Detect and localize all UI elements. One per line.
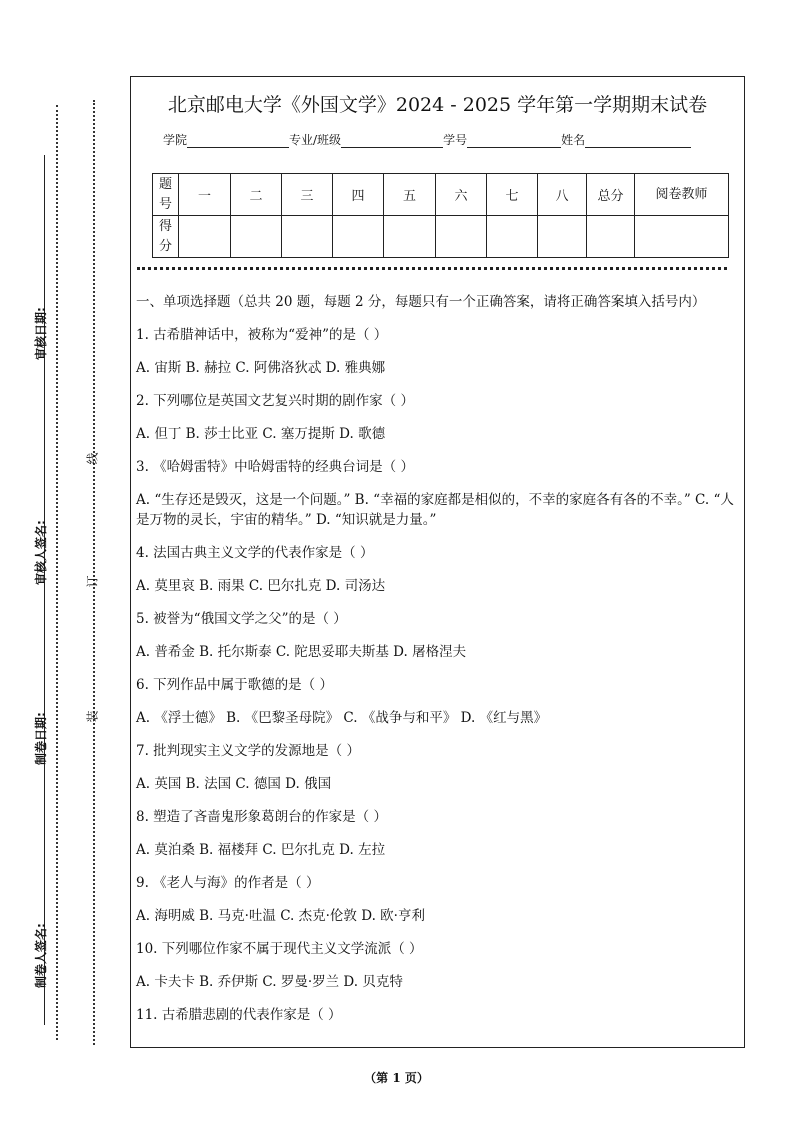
exam-title: 北京邮电大学《外国文学》2024 - 2025 学年第一学期期末试卷	[167, 94, 708, 116]
major-class-label: 专业/班级	[289, 133, 342, 147]
score-cell[interactable]	[282, 216, 333, 258]
question-options: A. 莫泊桑 B. 福楼拜 C. 巴尔扎克 D. 左拉	[136, 842, 386, 858]
question-options: A. 《浮士德》 B. 《巴黎圣母院》 C. 《战争与和平》 D. 《红与黑》	[136, 710, 548, 726]
major-class-field[interactable]	[341, 133, 443, 148]
question-text: 4. 法国古典主义文学的代表作家是（ ）	[136, 545, 374, 561]
score-cell[interactable]	[436, 216, 487, 258]
question-options: A. “生存还是毁灭，这是一个问题。” B. “幸福的家庭都是相似的，不幸的家庭各有各的不幸。” C. “人是万物的灵长，宇宙的精华。” D. “知识就是力量。”	[136, 492, 734, 528]
question-options: A. 但丁 B. 莎士比亚 C. 塞万提斯 D. 歌德	[136, 426, 386, 442]
score-cell[interactable]	[538, 216, 587, 258]
score-table	[152, 173, 729, 258]
question-options: A. 卡夫卡 B. 乔伊斯 C. 罗曼·罗兰 D. 贝克特	[136, 974, 403, 990]
col-5: 五	[384, 174, 436, 216]
college-field[interactable]	[187, 133, 289, 148]
col-2: 二	[231, 174, 282, 216]
col-7: 七	[487, 174, 538, 216]
question-section	[136, 292, 740, 1025]
question-text: 11. 古希腊悲剧的代表作家是（ ）	[136, 1007, 342, 1023]
question-text: 1. 古希腊神话中，被称为“爱神”的是（ ）	[136, 327, 388, 343]
review-date-label: 审核日期:	[34, 307, 48, 360]
question-text: 10. 下列哪位作家不属于现代主义文学流派（ ）	[136, 941, 423, 957]
cut-mark-bind: 订	[85, 575, 100, 588]
dotted-separator	[137, 267, 727, 270]
score-table-header-row	[153, 174, 729, 216]
cut-mark-fold: 装	[85, 710, 100, 723]
college-label: 学院	[163, 133, 188, 147]
score-cell[interactable]	[587, 216, 635, 258]
name-field[interactable]	[585, 133, 691, 148]
student-id-label: 学号	[443, 133, 468, 147]
score-cell[interactable]	[231, 216, 282, 258]
question-options: A. 英国 B. 法国 C. 德国 D. 俄国	[136, 776, 332, 792]
paper-date-label: 制卷日期:	[34, 712, 48, 765]
question-text: 8. 塑造了吝啬鬼形象葛朗台的作家是（ ）	[136, 809, 387, 825]
question-text: 5. 被誉为“俄国文学之父”的是（ ）	[136, 611, 347, 627]
paper-maker-signature-label: 制卷人签名:	[34, 923, 48, 988]
binding-line	[44, 155, 45, 1025]
score-cell[interactable]	[179, 216, 231, 258]
question-options: A. 普希金 B. 托尔斯泰 C. 陀思妥耶夫斯基 D. 屠格涅夫	[136, 644, 467, 660]
page-number: （第 1 页）	[364, 1071, 429, 1085]
cut-mark-line: 线	[85, 452, 100, 465]
student-info-row	[163, 131, 691, 148]
col-total: 总分	[587, 174, 635, 216]
question-text: 2. 下列哪位是英国文艺复兴时期的剧作家（ ）	[136, 393, 414, 409]
col-3: 三	[282, 174, 333, 216]
name-label: 姓名	[561, 133, 586, 147]
reviewer-signature-label: 审核人签名:	[34, 520, 48, 585]
section-heading: 一、单项选择题（总共 20 题，每题 2 分，每题只有一个正确答案，请将正确答案填入括号内）	[136, 294, 706, 310]
score-cell[interactable]	[384, 216, 436, 258]
score-table-score-row	[153, 216, 729, 258]
col-4: 四	[333, 174, 384, 216]
question-text: 9. 《老人与海》的作者是（ ）	[136, 875, 320, 891]
question-options: A. 莫里哀 B. 雨果 C. 巴尔扎克 D. 司汤达	[136, 578, 386, 594]
question-text: 3. 《哈姆雷特》中哈姆雷特的经典台词是（ ）	[136, 459, 414, 475]
score-cell[interactable]	[487, 216, 538, 258]
col-grader: 阅卷教师	[635, 174, 729, 216]
question-text: 7. 批判现实主义文学的发源地是（ ）	[136, 743, 360, 759]
score-cell[interactable]	[635, 216, 729, 258]
col-8: 八	[538, 174, 587, 216]
student-id-field[interactable]	[467, 133, 561, 148]
col-1: 一	[179, 174, 231, 216]
cut-dotted-line	[93, 100, 95, 1045]
question-options: A. 海明威 B. 马克·吐温 C. 杰克·伦敦 D. 欧·亨利	[136, 908, 425, 924]
score-label: 得分	[153, 216, 179, 258]
question-text: 6. 下列作品中属于歌德的是（ ）	[136, 677, 333, 693]
score-cell[interactable]	[333, 216, 384, 258]
binding-dotted-line	[56, 105, 58, 1040]
col-6: 六	[436, 174, 487, 216]
question-options: A. 宙斯 B. 赫拉 C. 阿佛洛狄忒 D. 雅典娜	[136, 360, 386, 376]
question-number-label: 题号	[153, 174, 179, 216]
